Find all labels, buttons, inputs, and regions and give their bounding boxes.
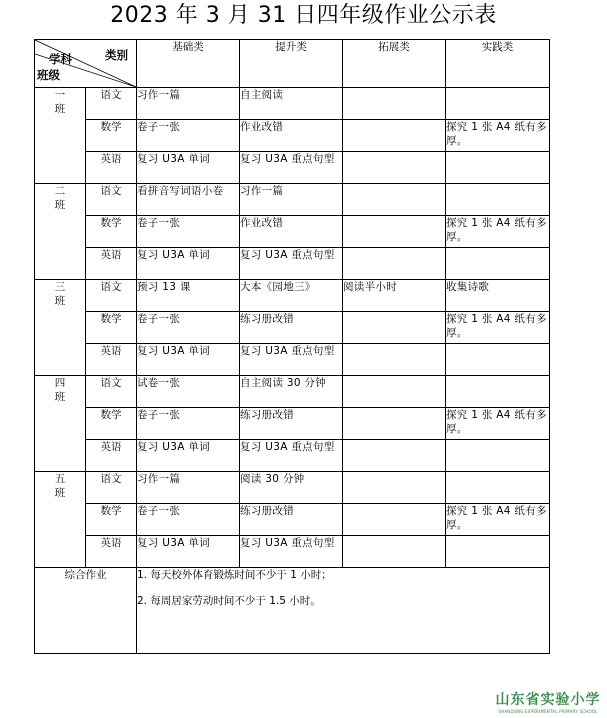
homework-cell-basic: 复习 U3A 单词 [137,152,240,184]
homework-cell-practice: 探究 1 张 A4 纸有多厚。 [446,312,550,344]
comprehensive-content [137,568,550,654]
homework-cell-practice [446,248,550,280]
column-header-extended: 拓展类 [343,40,446,88]
homework-cell-extended [343,88,446,120]
homework-cell-extended [343,504,446,536]
homework-cell-advanced: 复习 U3A 重点句型 [240,536,343,568]
table-row [35,216,550,248]
column-header-advanced: 提升类 [240,40,343,88]
homework-cell-advanced: 复习 U3A 重点句型 [240,152,343,184]
column-header-practice: 实践类 [446,40,550,88]
homework-cell-extended [343,312,446,344]
school-logo-english: SHANDONG EXPERIMENTAL PRIMARY SCHOOL [498,709,598,714]
homework-cell-advanced: 自主阅读 30 分钟 [240,376,343,408]
homework-cell-extended [343,120,446,152]
table-row [35,88,550,120]
homework-cell-advanced: 复习 U3A 重点句型 [240,248,343,280]
homework-cell-practice: 探究 1 张 A4 纸有多厚。 [446,120,550,152]
homework-cell-advanced: 大本《园地三》 [240,280,343,312]
school-logo-name: 山东省实验小学 [495,692,601,708]
homework-cell-basic: 卷子一张 [137,504,240,536]
homework-cell-practice [446,536,550,568]
homework-cell-extended [343,248,446,280]
comprehensive-row [35,568,550,654]
homework-cell-practice: 收集诗歌 [446,280,550,312]
subject-cell: 英语 [86,248,137,280]
homework-cell-basic: 看拼音写词语小卷 [137,184,240,216]
subject-cell: 语文 [86,280,137,312]
homework-cell-basic: 习作一篇 [137,88,240,120]
class-name-cell: 一 班 [35,88,86,184]
homework-cell-extended [343,216,446,248]
table-row [35,248,550,280]
corner-subject-label: 学科 [49,52,72,66]
comprehensive-item: 1. 每天校外体育锻炼时间不少于 1 小时； [137,569,332,581]
homework-cell-practice [446,440,550,472]
subject-cell: 英语 [86,536,137,568]
homework-cell-advanced: 练习册改错 [240,504,343,536]
homework-table [34,39,550,654]
homework-cell-practice [446,184,550,216]
subject-cell: 语文 [86,88,137,120]
homework-cell-basic: 复习 U3A 单词 [137,248,240,280]
homework-cell-extended [343,152,446,184]
homework-cell-extended [343,536,446,568]
homework-cell-extended: 阅读半小时 [343,280,446,312]
homework-cell-basic: 复习 U3A 单词 [137,344,240,376]
homework-cell-advanced: 复习 U3A 重点句型 [240,440,343,472]
homework-cell-practice [446,344,550,376]
homework-cell-extended [343,184,446,216]
homework-cell-basic: 卷子一张 [137,216,240,248]
school-logo [493,689,603,714]
class-name-cell: 三 班 [35,280,86,376]
table-row [35,504,550,536]
class-name-cell: 五 班 [35,472,86,568]
subject-cell: 数学 [86,120,137,152]
table-row [35,536,550,568]
homework-cell-basic: 卷子一张 [137,312,240,344]
homework-cell-practice [446,152,550,184]
homework-cell-extended [343,376,446,408]
table-row [35,472,550,504]
homework-cell-extended [343,344,446,376]
column-header-basic: 基础类 [137,40,240,88]
subject-cell: 英语 [86,440,137,472]
corner-class-label: 班级 [37,68,60,82]
table-row [35,440,550,472]
subject-cell: 语文 [86,376,137,408]
homework-cell-basic: 习作一篇 [137,472,240,504]
subject-cell: 语文 [86,184,137,216]
homework-cell-basic: 试卷一张 [137,376,240,408]
corner-category-label: 类别 [105,48,128,62]
homework-cell-advanced: 习作一篇 [240,184,343,216]
table-row [35,120,550,152]
homework-cell-practice: 探究 1 张 A4 纸有多厚。 [446,216,550,248]
subject-cell: 数学 [86,312,137,344]
table-row [35,152,550,184]
homework-cell-advanced: 练习册改错 [240,312,343,344]
table-row [35,408,550,440]
page-title: 2023 年 3 月 31 日四年级作业公示表 [110,3,497,28]
homework-cell-basic: 复习 U3A 单词 [137,536,240,568]
table-row [35,312,550,344]
table-row [35,184,550,216]
comprehensive-item: 2. 每周居家劳动时间不少于 1.5 小时。 [137,595,321,607]
homework-cell-advanced: 练习册改错 [240,408,343,440]
class-name-cell: 二 班 [35,184,86,280]
table-row [35,376,550,408]
header-row [35,40,550,88]
subject-cell: 语文 [86,472,137,504]
subject-cell: 数学 [86,504,137,536]
homework-cell-practice [446,88,550,120]
homework-cell-basic: 卷子一张 [137,408,240,440]
subject-cell: 英语 [86,152,137,184]
homework-cell-practice: 探究 1 张 A4 纸有多厚。 [446,504,550,536]
homework-cell-extended [343,472,446,504]
homework-cell-extended [343,408,446,440]
homework-cell-practice [446,376,550,408]
homework-cell-advanced: 作业改错 [240,120,343,152]
homework-cell-practice: 探究 1 张 A4 纸有多厚。 [446,408,550,440]
homework-cell-advanced: 自主阅读 [240,88,343,120]
comprehensive-label: 综合作业 [35,568,137,654]
subject-cell: 数学 [86,216,137,248]
subject-cell: 数学 [86,408,137,440]
class-name-cell: 四 班 [35,376,86,472]
subject-cell: 英语 [86,344,137,376]
homework-cell-practice [446,472,550,504]
table-row [35,344,550,376]
table-row [35,280,550,312]
homework-cell-extended [343,440,446,472]
homework-cell-basic: 卷子一张 [137,120,240,152]
homework-cell-advanced: 作业改错 [240,216,343,248]
homework-cell-basic: 预习 13 课 [137,280,240,312]
homework-cell-advanced: 阅读 30 分钟 [240,472,343,504]
homework-cell-advanced: 复习 U3A 重点句型 [240,344,343,376]
homework-cell-basic: 复习 U3A 单词 [137,440,240,472]
corner-header [35,40,137,88]
